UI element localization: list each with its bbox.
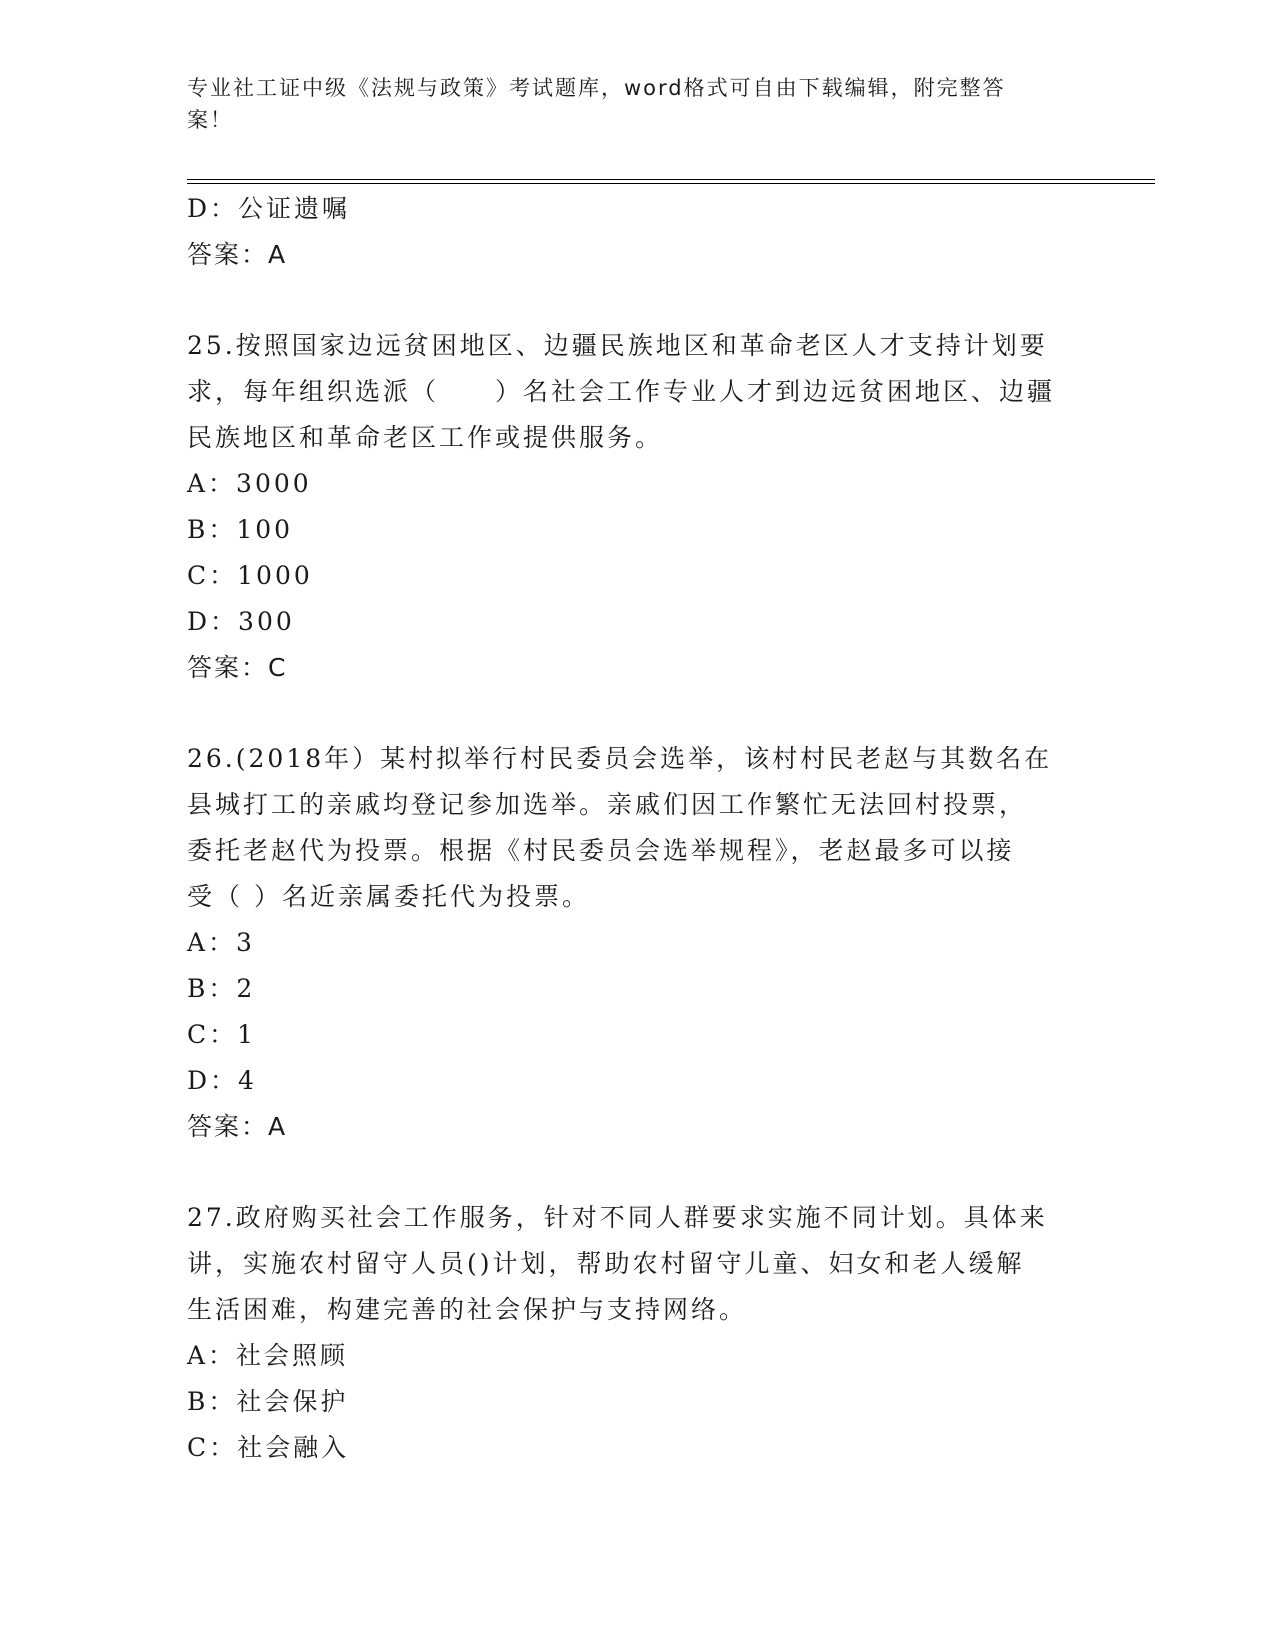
stem-line: 26.(2018年）某村拟举行村民委员会选举，该村村民老赵与其数名在: [187, 744, 1053, 773]
stem-line: 25.按照国家边远贫困地区、边疆民族地区和革命老区人才支持计划要: [187, 331, 1048, 360]
option-d: D：300: [187, 607, 295, 636]
stem-line: 讲，实施农村留守人员()计划，帮助农村留守儿童、妇女和老人缓解: [187, 1249, 1025, 1278]
option-c: C：社会融入: [187, 1433, 350, 1462]
previous-question-tail: [187, 186, 1087, 278]
question-stem: [187, 323, 1087, 461]
header-line-2: 案！: [187, 108, 233, 132]
option-d: D：公证遗嘱: [187, 194, 351, 223]
question-25: [187, 323, 1087, 691]
option-c: C：1000: [187, 561, 313, 590]
question-26: [187, 736, 1087, 1150]
option-c: C：1: [187, 1020, 257, 1049]
stem-line: 生活困难，构建完善的社会保护与支持网络。: [187, 1295, 748, 1324]
document-header: [187, 72, 1067, 136]
header-rule-bottom: [187, 183, 1155, 184]
answer-line: 答案：C: [187, 653, 288, 682]
stem-line: 委托老赵代为投票。根据《村民委员会选举规程》，老赵最多可以接: [187, 836, 1015, 865]
option-a: A：3: [187, 928, 255, 957]
stem-line: 27.政府购买社会工作服务，针对不同人群要求实施不同计划。具体来: [187, 1203, 1048, 1232]
option-a: A：3000: [187, 469, 312, 498]
stem-line: 求，每年组织选派（ ）名社会工作专业人才到边远贫困地区、边疆: [187, 377, 1056, 406]
option-a: A：社会照顾: [187, 1341, 349, 1370]
stem-line: 县城打工的亲戚均登记参加选举。亲戚们因工作繁忙无法回村投票，: [187, 790, 1028, 819]
option-d: D：4: [187, 1066, 257, 1095]
question-27: [187, 1195, 1087, 1471]
header-rule-top: [187, 179, 1155, 180]
answer-line: 答案：A: [187, 1112, 288, 1141]
option-b: B：社会保护: [187, 1387, 349, 1416]
answer-line: 答案：A: [187, 240, 288, 269]
document-body: [187, 186, 1087, 1471]
option-b: B：100: [187, 515, 294, 544]
header-line-1: 专业社工证中级《法规与政策》考试题库，word格式可自由下载编辑，附完整答: [187, 76, 1006, 100]
question-stem: [187, 736, 1087, 920]
stem-line: 民族地区和革命老区工作或提供服务。: [187, 423, 664, 452]
question-stem: [187, 1195, 1087, 1333]
stem-line: 受（ ）名近亲属委托代为投票。: [187, 882, 590, 911]
option-b: B：2: [187, 974, 256, 1003]
